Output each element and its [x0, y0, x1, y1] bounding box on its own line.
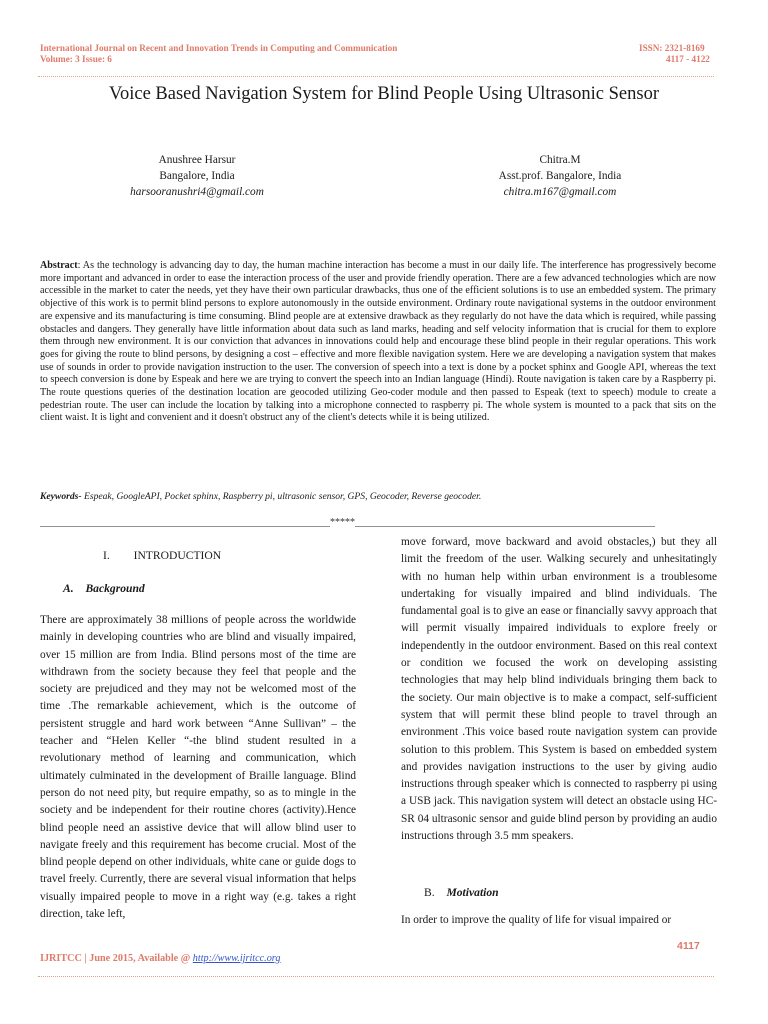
background-continued-paragraph: move forward, move backward and avoid obstacles,) but they all limit the freedom of the user. Walking securely and unhesitatingly with no human help within urban environment is a troublesome undertaking for visually impaired and blind individuals. The fundamental goal is to give an ease or financially savvy approach that will permit visually impaired individuals to explore freely or independently in the outdoor environment. Based on this real context or condition we focused the work on developing assisting technologies that may help blind individuals bringing them back to the society. Our main objective is to make a compact, self-sufficient system that will permit these blind people to travel through an environment .This voice based route navigation system can provide solution to this problem. This System is based on embedded system and provides navigation instructions to the user by giving audio instructions through speaker which is connected to raspberry pi using a USB jack. This navigation system will detect an obstacle using HC-SR 04 ultrasonic sensor and guide blind person by providing an audio instructions through 3.5 mm speakers.: [401, 536, 717, 843]
author-2-name: Chitra.M: [539, 154, 581, 166]
left-column-body: [40, 612, 356, 923]
footer-citation: [40, 953, 281, 964]
section-separator: [40, 517, 716, 529]
motivation-paragraph: In order to improve the quality of life for visual impaired or: [401, 914, 672, 926]
author-1: [47, 152, 347, 200]
section-introduction-number: I.: [103, 549, 110, 562]
abstract-text: : As the technology is advancing day to day, the human machine interaction has become a must in our daily life. The interference has progressively become more important and advanced in order to ease the interaction process of the user and provide friendly operation. There are a few advanced technologies which are now accessible in the market to cater the needs, yet they have their own particular drawbacks, thus one of the efficient solutions is to use an embedded system. The primary objective of this work is to permit blind persons to explore autonomously in the outside environment. Ordinary route navigational systems in the outdoor environment are expensive and its manufacturing is time consuming. Blind people are at extensive drawback as they regularly do not have the data which is required, while passing obstacles and dangers. They generally have little information about data such as land marks, heading and self velocity information that is crucial for them to explore them through new environment. It is our conviction that advances in innovations could help and encourage these blind people in their regular operations. This work goes for giving the route to blind persons, by designing a cost – effective and more flexible navigation system. Here we are developing a navigation system that makes use of sounds in order to provide navigation instruction to the user. The conversion of speech into a text is done by a pocket sphinx and Google API, whereas the text to speech conversion is done by Espeak and here we are trying to convert the speech into an Indian language (Hindi). Route navigation is taken care by a Raspberry pi. The route questions queries of the destination location are geocoded utilizing Geo-coder module and then passed to Espeak (text to speech) module to create a pedestrian route. The user can include the location by talking into a microphone connected to raspberry pi. The whole system is mounted to a pack that sits on the client waist. It is light and convenient and it doesn't obstruct any of the client's detects while it is being utilized.: [40, 260, 716, 424]
footer-text: IJRITCC | June 2015, Available @: [40, 953, 193, 964]
footer-rule: [38, 976, 714, 977]
subsection-motivation-heading: [424, 886, 499, 899]
keywords-text: Espeak, GoogleAPI, Pocket sphinx, Raspberry pi, ultrasonic sensor, GPS, Geocoder, Reverse geocoder.: [81, 491, 482, 502]
subsection-motivation-label: B.: [424, 886, 435, 899]
subsection-motivation-title: Motivation: [446, 886, 499, 899]
abstract: [40, 260, 716, 425]
journal-name: International Journal on Recent and Innovation Trends in Computing and Communication: [40, 43, 398, 53]
separator-right: ____________________________________________________________: [355, 517, 655, 528]
background-paragraph: There are approximately 38 millions of people across the worldwide mainly in developing countries who are blind and visually impaired, over 15 million are from India. Blind persons most of the time are withdrawn from the society because they feel that people and the society are prejudiced and they may not be welcomed most of the time .The remarkable achievement, which is the outcome of persistent struggle and hard work between “Anne Sullivan” – the teacher and “Helen Keller “-the blind student resulted in a revolutionary method of learning and communication, which ultimately culminated in the development of Braille language. Blind person do not need pity, but require empathy, so as to mingle in the society and be independent for their routine chores (activity).Hence blind people need an assistive device that will allow blind user to navigate freely and this requirement has become crucial. Most of the blind people depend on other individuals, white cane or guide dogs to travel freely. Currently, there are several visual information that helps visually impaired people to move in a right way (e.g. takes a right direction, take left,: [40, 614, 356, 921]
abstract-label: Abstract: [40, 260, 78, 271]
section-introduction-title: INTRODUCTION: [133, 549, 222, 562]
separator-left: __________________________________________________________: [40, 517, 330, 528]
right-column-body: [401, 534, 717, 845]
separator-stars: *****: [330, 517, 355, 528]
page-number: 4117: [677, 940, 700, 952]
paper-title: Voice Based Navigation System for Blind People Using Ultrasonic Sensor: [109, 84, 659, 104]
journal-link[interactable]: http://www.ijritcc.org: [192, 953, 281, 964]
journal-volume: Volume: 3 Issue: 6: [40, 54, 112, 64]
subsection-background-heading: [63, 582, 145, 595]
author-2-affiliation: Asst.prof. Bangalore, India: [498, 170, 622, 182]
journal-issn: ISSN: 2321-8169: [639, 43, 705, 53]
author-2: [410, 152, 710, 200]
header-rule: [38, 76, 714, 77]
subsection-background-title: Background: [85, 582, 145, 595]
author-1-email[interactable]: harsooranushri4@gmail.com: [130, 186, 264, 198]
keywords: [40, 491, 716, 502]
motivation-body: [401, 912, 717, 929]
author-1-affiliation: Bangalore, India: [159, 170, 235, 182]
subsection-background-label: A.: [63, 582, 74, 595]
journal-pages: 4117 - 4122: [666, 54, 710, 64]
keywords-label: Keywords-: [40, 491, 82, 502]
section-introduction-heading: [103, 549, 221, 562]
author-2-email[interactable]: chitra.m167@gmail.com: [503, 186, 617, 198]
author-1-name: Anushree Harsur: [158, 154, 236, 166]
